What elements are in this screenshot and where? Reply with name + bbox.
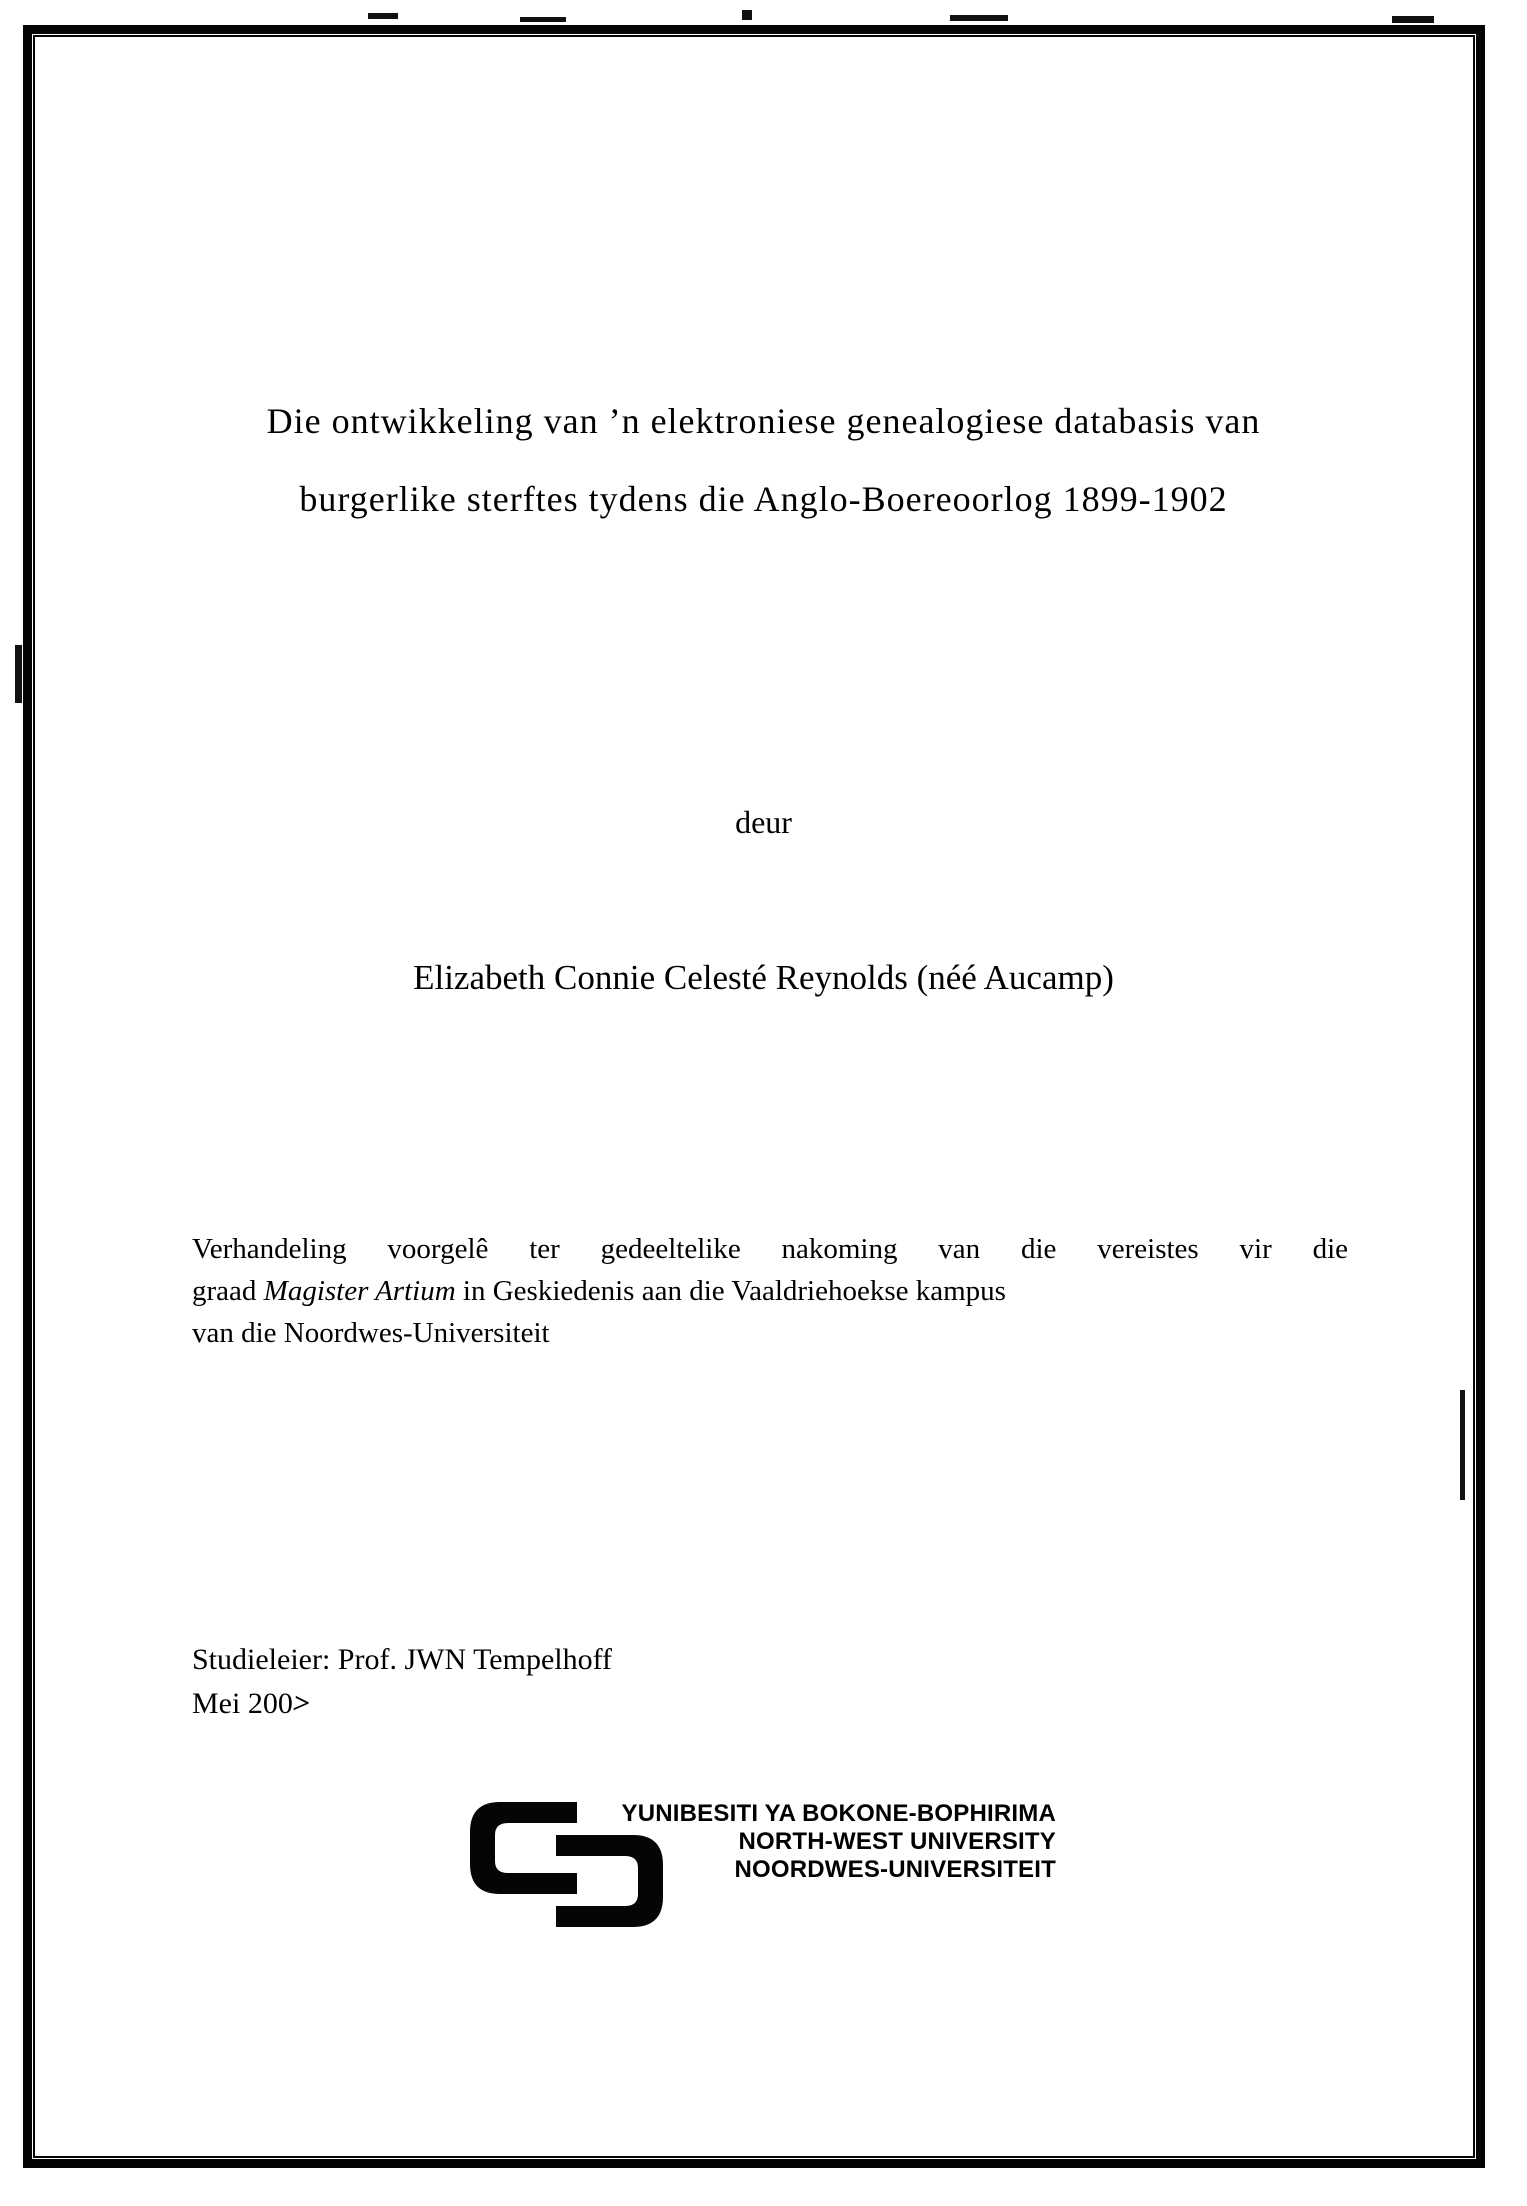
nwu-wordmark-line2: NORTH-WEST UNIVERSITY	[738, 1828, 1056, 1855]
degree-statement	[192, 1228, 1348, 1354]
supervisor-block	[192, 1638, 612, 1726]
scan-artifact	[15, 645, 22, 703]
nwu-wordmark	[586, 1800, 1056, 1884]
thesis-title-line2: burgerlike sterftes tydens die Anglo-Boereoorlog 1899-1902	[299, 479, 1228, 519]
supervisor-line: Studieleier: Prof. JWN Tempelhoff	[192, 1643, 613, 1676]
date-prefix: Mei 200	[192, 1687, 293, 1720]
degree-statement-line3: van die Noordwes-Universiteit	[192, 1317, 550, 1349]
thesis-title	[0, 382, 1527, 538]
nwu-wordmark-line1: YUNIBESITI YA BOKONE-BOPHIRIMA	[621, 1800, 1056, 1827]
byline-deur: deur	[735, 804, 792, 840]
date-line	[192, 1682, 612, 1726]
nwu-wordmark-line3: NOORDWES-UNIVERSITEIT	[734, 1856, 1056, 1883]
scan-artifact	[368, 13, 398, 19]
degree-statement-line2-pre: graad	[192, 1275, 264, 1307]
scan-artifact	[950, 15, 1008, 21]
degree-statement-line1: Verhandeling voorgelê ter gedeeltelike nakoming van die vereistes vir die	[192, 1233, 1348, 1265]
scan-artifact	[1392, 16, 1434, 23]
degree-statement-line2-post: in Geskiedenis aan die Vaaldriehoekse kampus	[455, 1275, 1006, 1307]
degree-statement-line2	[192, 1270, 1348, 1312]
nwu-logo	[470, 1800, 1070, 1970]
thesis-title-line1: Die ontwikkeling van ’n elektroniese genealogiese databasis van	[266, 401, 1261, 441]
scan-artifact	[742, 10, 752, 20]
scan-artifact	[520, 17, 566, 22]
author-name: Elizabeth Connie Celesté Reynolds (néé Aucamp)	[413, 958, 1114, 997]
distorted-seven-glyph: >	[290, 1687, 313, 1720]
degree-name-italic: Magister Artium	[263, 1275, 456, 1307]
